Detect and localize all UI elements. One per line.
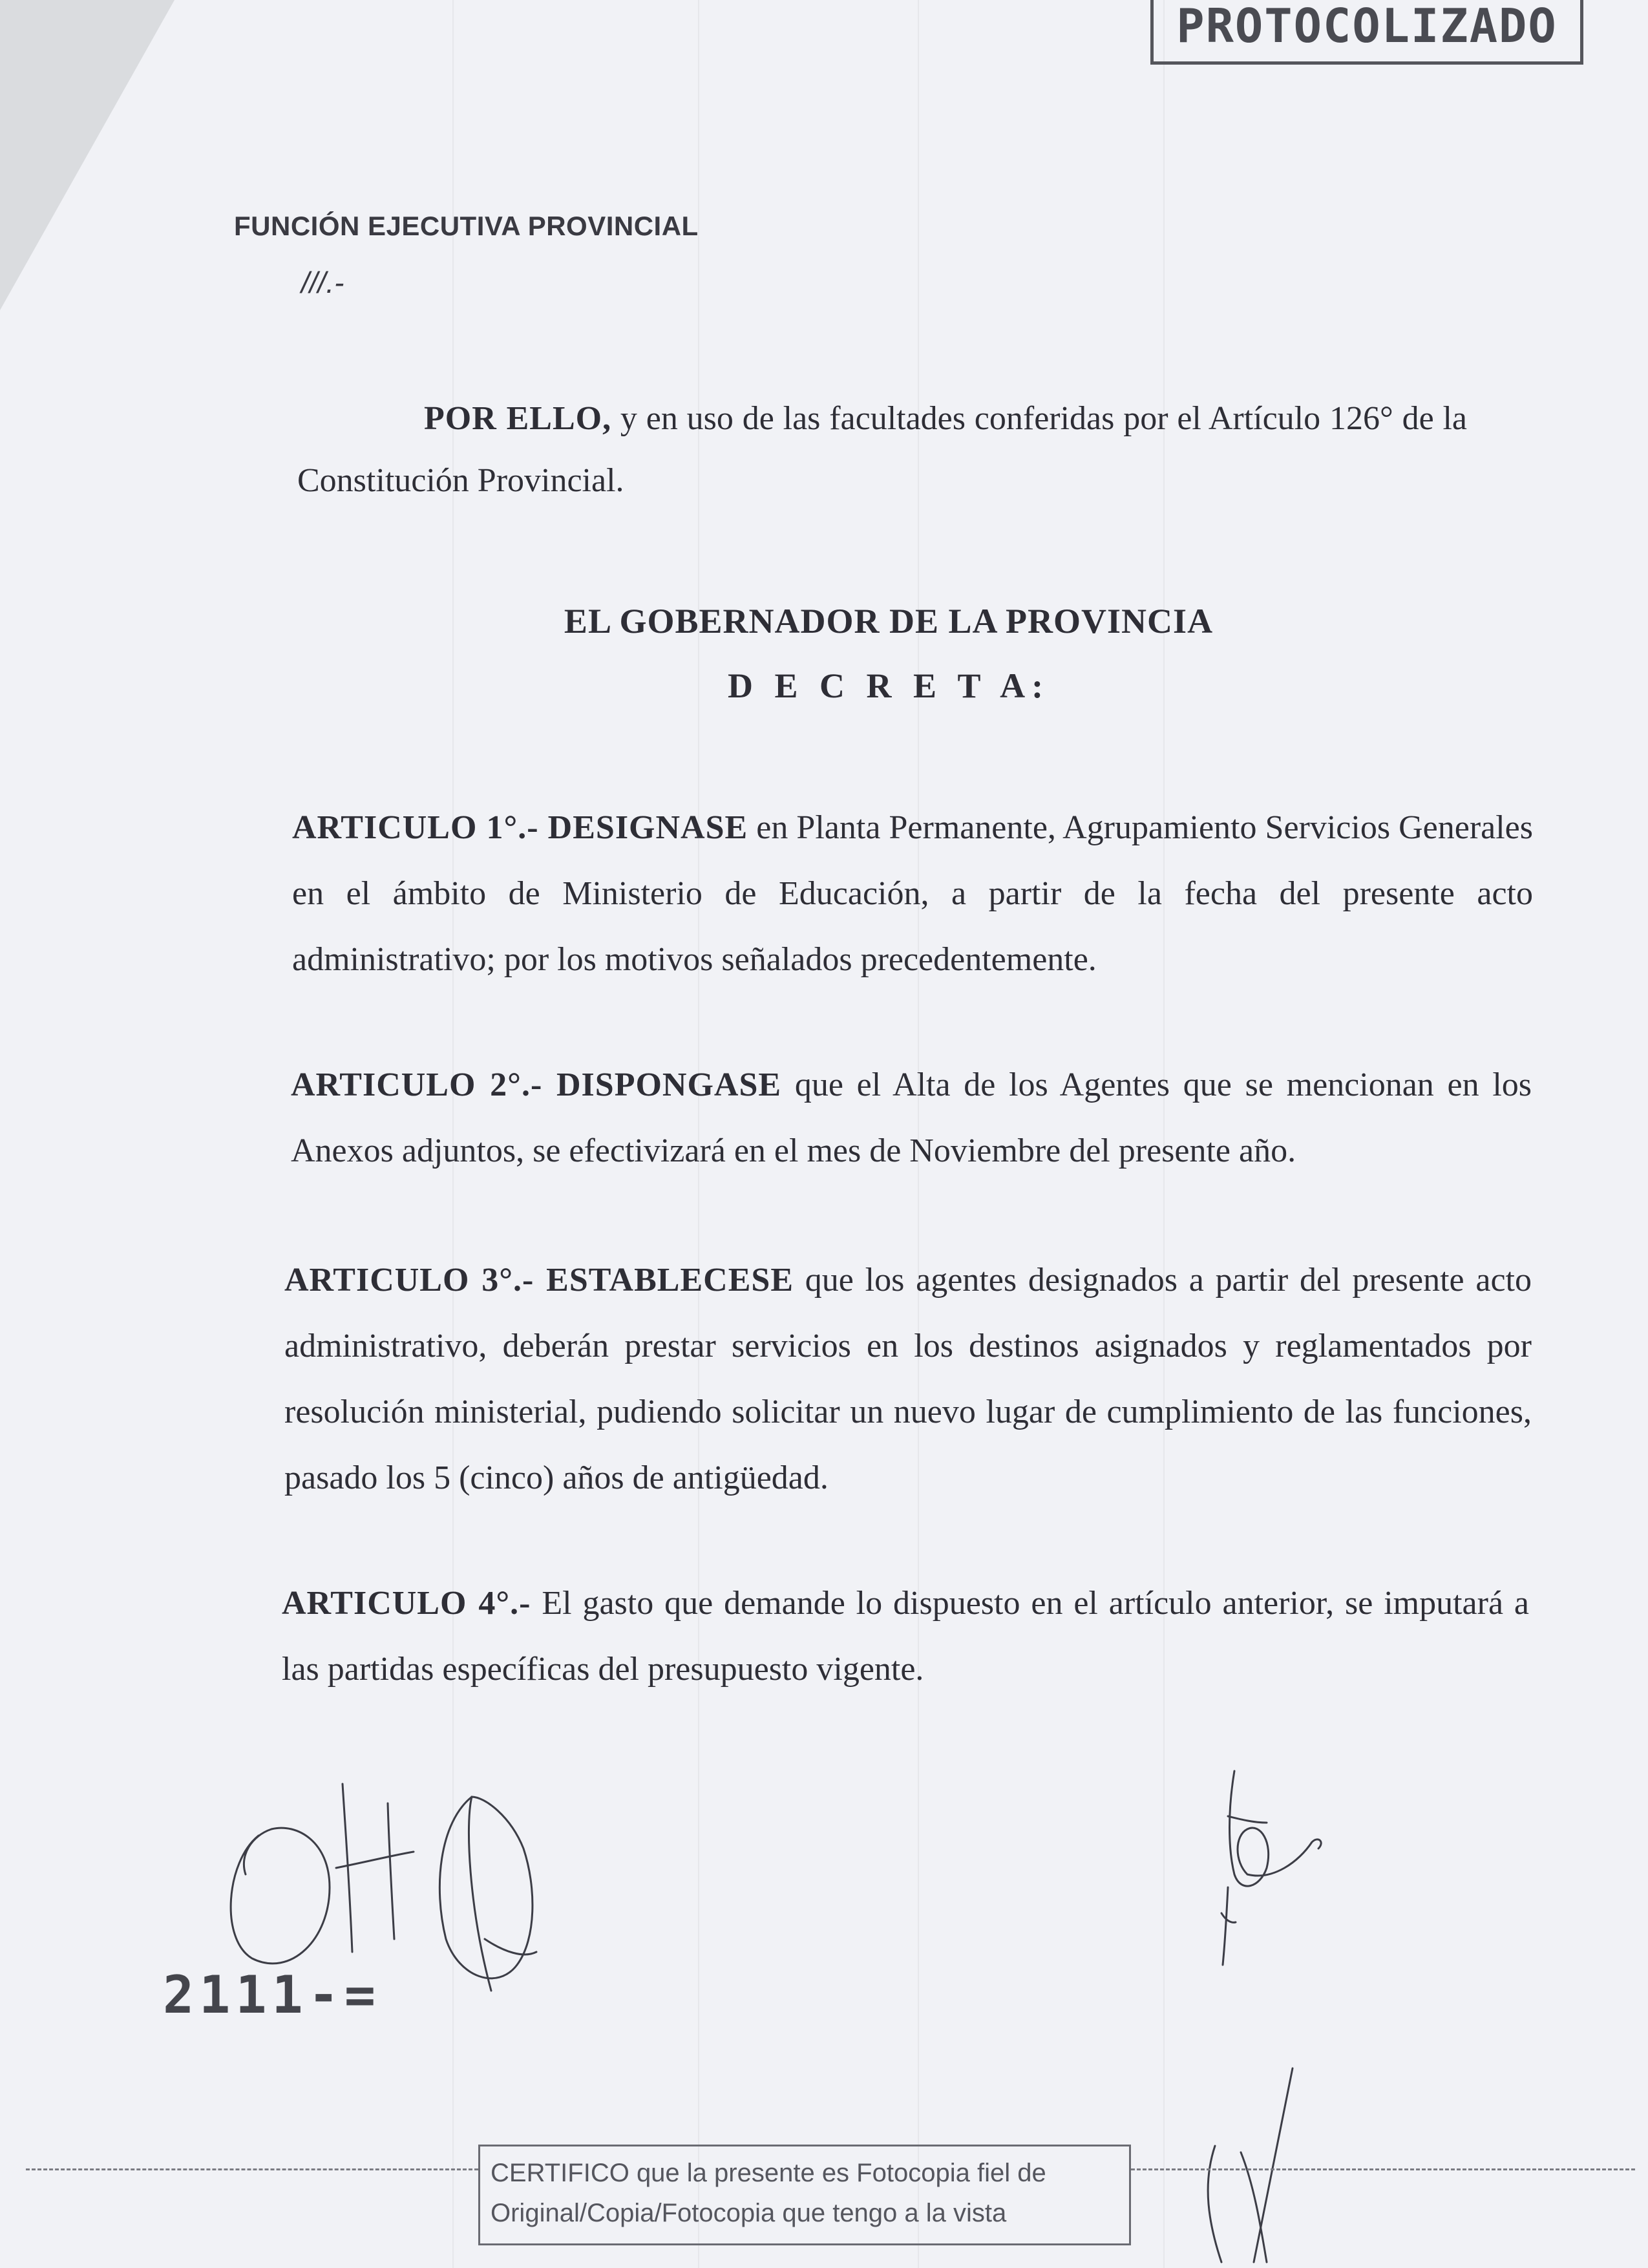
folded-corner [0, 0, 174, 310]
article-1 [292, 795, 1533, 993]
certification-line-1: CERTIFICO que la presente es Fotocopia fiel de [491, 2159, 1046, 2187]
certification-stamp [478, 2145, 1131, 2245]
divider-line [1131, 2168, 1635, 2170]
article-4 [282, 1571, 1529, 1702]
handwritten-signature-right [1189, 1758, 1357, 1978]
article-label: ARTICULO 1°.- DESIGNASE [292, 809, 748, 846]
continuation-mark: ///.- [301, 266, 344, 299]
article-text: El gasto que demande lo dispuesto en el artículo anterior, se imputará a las partidas específicas del presupuesto vigente. [282, 1585, 1530, 1688]
article-text: que el Alta de los Agentes que se mencionan en los Anexos adjuntos, se efectivizará en el mes de Noviembre del presente año. [291, 1066, 1532, 1169]
intro-paragraph [297, 388, 1467, 512]
handwritten-flourish-bottom [1176, 2055, 1383, 2268]
protocolizado-stamp: PROTOCOLIZADO [1150, 0, 1583, 65]
certification-line-2: Original/Copia/Fotocopia que tengo a la vista [491, 2199, 1007, 2227]
intro-text: y en uso de las facultades conferidas por el Artículo 126° de la Constitución Provincial. [297, 400, 1467, 499]
document-number: 2111-= [163, 1965, 381, 2025]
divider-line [26, 2168, 478, 2170]
article-label: ARTICULO 2°.- DISPONGASE [291, 1066, 782, 1103]
governor-heading: EL GOBERNADOR DE LA PROVINCIA [564, 602, 1214, 641]
intro-lead: POR ELLO, [424, 400, 612, 437]
article-text: que los agentes designados a partir del presente acto administrativo, deberán prestar servicios en los destinos asignados y reglamentados por resolución ministerial, pudiendo solicitar un nuevo lugar de cumplimiento de las funciones, pasado los 5 (cinco) años de antigüedad. [284, 1262, 1532, 1496]
article-label: ARTICULO 4°.- [282, 1585, 531, 1622]
article-2 [291, 1052, 1532, 1184]
decreta-heading: D E C R E T A: [727, 666, 1050, 705]
article-3 [284, 1247, 1532, 1511]
header-title: FUNCIÓN EJECUTIVA PROVINCIAL [234, 211, 699, 241]
article-label: ARTICULO 3°.- ESTABLECESE [284, 1262, 794, 1298]
article-text: en Planta Permanente, Agrupamiento Servicios Generales en el ámbito de Ministerio de Educación, a partir de la fecha del presente acto administrativo; por los motivos señalados precedentemente. [292, 809, 1533, 978]
